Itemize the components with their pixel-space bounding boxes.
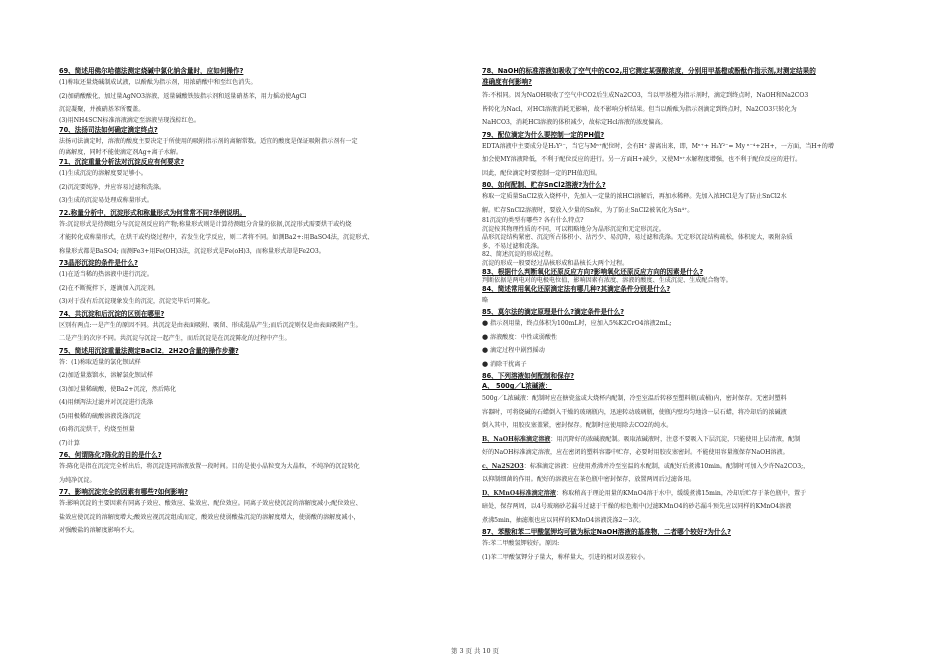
answer-line: (5)用极稀的硫酸溶液洗涤沉淀 bbox=[59, 412, 141, 420]
answer-line: 答：(1)称取适量的氯化钡试样 bbox=[59, 358, 141, 366]
bullet-icon: ● bbox=[482, 359, 489, 368]
answer-line: 称量形式都是BaSO4; 而测Fe3+用Fe(OH)3法，沉淀形式是Fe(oH)3，而称量形式却是Fe2O3。 bbox=[59, 247, 325, 255]
right-column bbox=[482, 66, 886, 564]
condition-item: ● 滴定过程中剧烈摇动 bbox=[482, 344, 886, 358]
bullet-icon: ● bbox=[482, 319, 489, 327]
question-84: 84、简述常用氧化还原滴定法有哪几种?其滴定条件分别是什么? bbox=[482, 285, 671, 293]
section-heading: D、KMnO4标准滴定溶液 bbox=[482, 489, 556, 497]
condition-item: ● 指示剂用量，终点体积为100mL时，应加入5%K2CrO4溶液2mL; bbox=[482, 317, 886, 331]
question-86: 86、下列溶液如何配制和保存? bbox=[482, 372, 575, 380]
answer-line: (3)生成的沉淀易处理成称量形式。 bbox=[59, 197, 153, 204]
bullet-icon: ● bbox=[482, 346, 489, 354]
answer-line: 的离解度，同时不能使滴定剂Ag+离子水解。 bbox=[59, 148, 183, 156]
answer-line: (3)加过量稀硫酸，使Ba2+沉淀，然后陈化 bbox=[59, 385, 177, 393]
answer-line: 盐效应使沉淀的溶解度增大;酸效应视沉淀组成而定，酸效应使弱酸盐沉淀的溶解度增大，使弱酸的溶解度减小， bbox=[59, 513, 360, 521]
question-72: 72.称量分析中，沉淀形式和称量形式为何常常不同?举例说明。 bbox=[59, 208, 246, 217]
question-73: 73晶形沉淀的条件是什么? bbox=[59, 259, 138, 267]
answer-line: 二是产生的次序不同。共沉淀与沉淀一起产生，而后沉淀是在沉淀陈化的过程中产生。 bbox=[59, 335, 291, 342]
answer-line: 暗处，保存两周，以4号玻璃砂芯漏斗过滤于干燥的棕色瓶中(过滤KMnO4的砂芯漏斗预先应以同样的KMnO4溶液 bbox=[482, 503, 792, 510]
answer-line: 加会使MY溶液降低，不利于配位反应的进行。另一方面H+减少，又使Mⁿ⁺水解程度增强，也不利于配位反应的进行。 bbox=[482, 156, 802, 163]
question-82: 82、简述沉淀的形成过程。 bbox=[482, 251, 557, 258]
answer-line: 答:苯二甲酸氢钾较好。原因: bbox=[482, 540, 560, 547]
answer-line: (1)称取还量烧碱制成试液，以酚酞为指示剂，用浓硝酸中和至红色消失。 bbox=[59, 79, 257, 86]
question-80: 80、如何配制、贮存SnCl2溶液?为什么? bbox=[482, 181, 606, 189]
answer-line: NaHCO3，消耗HCl溶液的体积减少，故标定Hcl溶液的浓度偏高。 bbox=[482, 119, 667, 126]
question-75: 75、简述用沉淀重量法测定BaCl2．2H2O含量的操作步骤? bbox=[59, 346, 239, 355]
answer-line: 解。贮存SnCl2溶液时，要放入少量的Sn粒，为了防止SnCl2被氧化为Sn⁴⁺。 bbox=[482, 206, 694, 214]
answer-line: 答:不相同。因为NaOH吸收了空气中CO2后生成Na2CO3，当以甲基橙为指示剂时，滴定到终点时，NaOH和Na2CO3 bbox=[482, 92, 809, 99]
answer-line: 皆转化为Nacl，对HCl溶液消耗无影响，故不影响分析结果。但当以酚酞为指示剂滴定到终点时，Na2CO3只转化为 bbox=[482, 105, 797, 113]
question-74: 74、共沉淀和后沉淀的区别在哪里? bbox=[59, 309, 165, 318]
answer-line: (3)对于没有后沉淀现象发生的沉淀，沉淀完毕后可陈化。 bbox=[59, 298, 214, 305]
answer-line: 好的NaOH标准滴定溶液，应在密闭的塑料容器中贮存，必要时用胶皮塞密封。不能使用容量瓶保存NaOH溶液。 bbox=[482, 449, 789, 456]
answer-line: (6)将沉淀烘干，灼烧至恒量 bbox=[59, 426, 135, 433]
question-77: 77、影响沉淀完全的因素有哪些?如何影响? bbox=[59, 488, 188, 496]
question-70: 70、法扬司法如何确定滴定终点? bbox=[59, 126, 158, 134]
condition-item: ● 消除干扰离子 bbox=[482, 358, 886, 372]
question-78: 78、NaOH的标准溶液如吸收了空气中的CO2,用它测定某强酸浓度，分别用甲基橙或酚酞作指示剂,对测定结果的 bbox=[482, 67, 816, 75]
question-87: 87、苯酸和苯二甲酸氢钾均可做为标定NaOH溶液的基准物，二者哪个较好?为什么? bbox=[482, 528, 731, 536]
answer-line: 晶形沉淀结构紧密、沉淀所占体积小、沾污少、易沉降，易过滤和洗涤。无定形沉淀结构疏松，体积庞大，吸附杂质 bbox=[482, 234, 793, 241]
answer-line: (1)在适当稀的热溶液中进行沉淀。 bbox=[59, 271, 153, 278]
section-heading: c、Na2S2O3 bbox=[482, 462, 524, 470]
answer-line: 答:沉淀形式是待测组分与沉淀剂反应的产物;称量形式则是计算待测组分含量的依据,沉淀形式需要烘干或灼烧 bbox=[59, 220, 352, 228]
answer-line: 略 bbox=[482, 296, 489, 304]
answer-line: 才能转化成称量形式，在烘干或灼烧过程中，若发生化学反应，则二者将不同。如测Ba2+:用BaSO4法，沉淀形式、 bbox=[59, 234, 374, 241]
answer-line: 区别有两点:一是产生的原因不同。共沉淀是由表面吸附、吸留、形成混晶产生;而后沉淀则仅是由表面吸附产生。 bbox=[59, 321, 362, 329]
question-69: 69、简述用佛尔哈德法测定烧碱中氯化钠含量时，应如何操作? bbox=[59, 67, 244, 75]
answer-line: (7)计算 bbox=[59, 439, 80, 447]
answer-line: 为纯净沉淀。 bbox=[59, 476, 96, 484]
condition-item: ● 溶液酸度：中性或弱酸性 bbox=[482, 331, 886, 345]
answer-line: 对强酸盐的溶解度影响不大。 bbox=[59, 527, 139, 534]
answer-line: (2)加适量蒸馏水，溶解氯化钡试样 bbox=[59, 372, 153, 379]
answer-line: 容器时，可将烧碱的石蜡倒入干燥的玻璃瓶内，迅速转动玻璃瓶，使瓶内壁均匀地涂一层石蜡，将冷却后的浓碱液 bbox=[482, 408, 787, 416]
left-column bbox=[59, 66, 463, 538]
answer-line: 以抑制细菌的作用。配好的溶液应在茶色瓶中密封保存，放置两周后过滤备用。 bbox=[482, 476, 696, 483]
answer-line: (1)苯二甲酸氢钾分子量大，称样量大，引进的相对误差较小。 bbox=[482, 553, 650, 561]
answer-line: c、Na2S2O3：标准滴定溶液：应使用煮沸并冷至室温的水配制，或配好后煮沸10min。配制时可加入少许Na2CO3;， bbox=[482, 462, 810, 470]
question-85: 85、莫尔法的滴定原理是什么?滴定条件是什么? bbox=[482, 308, 625, 316]
answer-line: (2)加硝酸酸化，加过量AgNO3溶液，返量碱酸铁铵指示剂和返量硝基苯，用力摇动使AgCl bbox=[59, 92, 307, 100]
answer-line: (2)沉淀要纯净，并应容易过滤和洗涤。 bbox=[59, 183, 166, 191]
answer-line: 沉淀凝聚，并被硝基苯所覆盖。 bbox=[59, 106, 145, 113]
answer-line: (2)在不断搅拌下，逐滴加入沉淀剂。 bbox=[59, 284, 160, 292]
question-83: 83、根据什么判断氧化还原反应方向?影响氧化还原反应方向的因素是什么? bbox=[482, 268, 704, 276]
question-76: 76、何谓陈化?陈化的目的是什么? bbox=[59, 451, 162, 459]
answer-line: D、KMnO4标准滴定溶液：称取稍高于理论用量的KMnO4溶于水中，缓缓煮沸15min，冷却后贮存于茶色瓶中，置于 bbox=[482, 489, 807, 497]
answer-line: 答:陈化是指在沉淀完全析出后，将沉淀连同溶液放置一段时间。目的是使小晶粒变为大晶粒，不纯净的沉淀转化 bbox=[59, 463, 360, 470]
question-78-continued: 准确度有何影响? bbox=[482, 78, 532, 86]
answer-line: 判断依据是两电对的电极电位值，影响因素有浓度、溶液的酸度、生成沉淀、生成配合物等。 bbox=[482, 276, 732, 284]
answer-line: 沉淀的形成一般要经过晶核形成和晶核长大两个过程。 bbox=[482, 259, 629, 267]
answer-line: 沉淀按其物理性质的不同，可以粗略地分为晶形沉淀和无定形沉淀。 bbox=[482, 225, 665, 233]
answer-line: 煮沸5min，抽滤瓶也应以同样的KMnO4溶液洗涤2～3次。 bbox=[482, 516, 645, 524]
answer-line: (1)生成沉淀的溶解度要足够小。 bbox=[59, 170, 147, 177]
answer-line: (3)用NH4SCN标准溶液滴定至溶液呈现浅棕红色。 bbox=[59, 116, 200, 124]
answer-line: 答:影响沉淀的主要因素有同离子效应、酸效应、盐效应、配位效应。同离子效应使沉淀的溶解度减小;配位效应、 bbox=[59, 500, 362, 507]
answer-line: 倒入其中，用胶皮塞盖紧，密封保存。配制时应使用除去CO2的纯水。 bbox=[482, 422, 673, 429]
answer-line: (4)用倾泻法过滤并对沉淀进行洗涤 bbox=[59, 399, 153, 406]
answer-line: 500g／L浓碱液：配制时应在搪瓷盆或大烧杯内配制，冷至室温后转移至塑料瓶(或桶)内，密封保存。无密封塑料 bbox=[482, 395, 787, 402]
question-79: 79、配位滴定为什么要控制一定的PH值? bbox=[482, 130, 605, 139]
answer-line: 因此，配位滴定时要控制一定的PH值范围。 bbox=[482, 169, 602, 177]
answer-line: EDTA溶液中主要成分是H₂Y²⁻，当它与Mⁿ⁺配位时，会有H⁺ 游离出来，即，Mⁿ⁺+ H₂Y²⁻= My ⁿ⁻⁴+2H+，一方面，当H+的增 bbox=[482, 142, 834, 150]
answer-line: 法扬司法滴定时，溶液的酸度主要决定于所使用的吸附指示剂的离解常数。适宜的酸度是保证吸附指示剂有一定 bbox=[59, 138, 358, 145]
answer-line: 称取一定质量SnCl2放入烧杯中，先加入一定量的浓HCl溶解后，再加水稀释。先加入浓HCl是为了防止SnCl2水 bbox=[482, 193, 787, 200]
bullet-icon: ● bbox=[482, 332, 489, 341]
question-81: 81沉淀的类型有哪些? 各有什么特点? bbox=[482, 217, 584, 224]
page-number: 第 3 页 共 10 页 bbox=[451, 647, 499, 655]
answer-line: 多，不易过滤和洗涤。 bbox=[482, 242, 543, 250]
answer-line: B、NaOH标准滴定溶液：用沉降好的浓碱液配制。吸取浓碱液时，注意不要吸入下层沉淀，只能使用上层清液，配制 bbox=[482, 435, 801, 443]
question-71: 71、沉淀重量分析法对沉淀反应有何要求? bbox=[59, 158, 185, 166]
section-heading: B、NaOH标准滴定溶液 bbox=[482, 435, 551, 443]
section-heading: A、 500g／L浓碱液： bbox=[482, 382, 552, 390]
